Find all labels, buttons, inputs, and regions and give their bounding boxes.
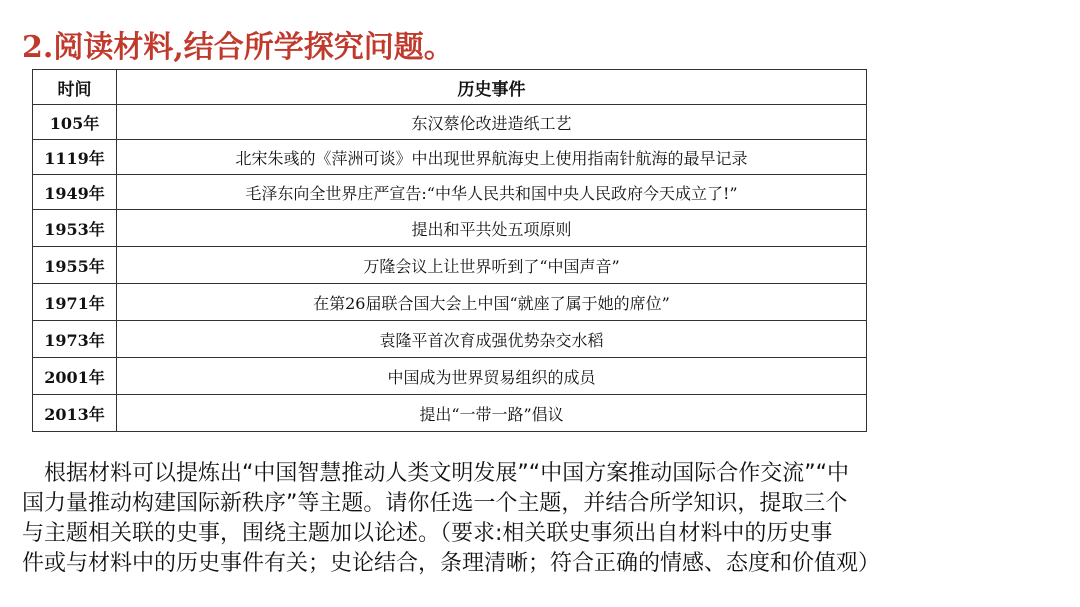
- question-line: 根据材料可以提炼出“中国智慧推动人类文明发展”“中国方案推动国际合作交流”“中: [44, 461, 849, 486]
- question-line: 国力量推动构建国际新秩序”等主题。请你任选一个主题，并结合所学知识，提取三个: [22, 491, 848, 516]
- year-cell: 1949年: [33, 175, 117, 210]
- table-row: [33, 395, 867, 432]
- event-column-header: 历史事件: [117, 70, 867, 105]
- table-row: [33, 210, 867, 247]
- table-row: [33, 105, 867, 140]
- time-column-header: 时间: [33, 70, 117, 105]
- year-cell: 2013年: [33, 395, 117, 432]
- event-cell: 北宋朱彧的《萍洲可谈》中出现世界航海史上使用指南针航海的最早记录: [117, 140, 867, 175]
- table-row: [33, 140, 867, 175]
- year-cell: 1971年: [33, 284, 117, 321]
- event-cell: 提出和平共处五项原则: [117, 210, 867, 247]
- table-row: [33, 321, 867, 358]
- event-cell: 提出“一带一路”倡议: [117, 395, 867, 432]
- event-cell: 万隆会议上让世界听到了“中国声音”: [117, 247, 867, 284]
- table-row: [33, 175, 867, 210]
- question-text: [22, 459, 1062, 579]
- event-cell: 毛泽东向全世界庄严宣告:“中华人民共和国中央人民政府今天成立了!”: [117, 175, 867, 210]
- table-row: [33, 284, 867, 321]
- year-cell: 2001年: [33, 358, 117, 395]
- year-cell: 1953年: [33, 210, 117, 247]
- event-cell: 在第26届联合国大会上中国“就座了属于她的席位”: [117, 284, 867, 321]
- table-row: [33, 358, 867, 395]
- history-events-table: [32, 69, 867, 432]
- question-heading: 2.阅读材料,结合所学探究问题。: [22, 30, 454, 65]
- year-cell: 1955年: [33, 247, 117, 284]
- event-cell: 袁隆平首次育成强优势杂交水稻: [117, 321, 867, 358]
- table-header-row: [33, 70, 867, 105]
- year-cell: 105年: [33, 105, 117, 140]
- year-cell: 1119年: [33, 140, 117, 175]
- year-cell: 1973年: [33, 321, 117, 358]
- table-row: [33, 247, 867, 284]
- event-cell: 东汉蔡伦改进造纸工艺: [117, 105, 867, 140]
- question-line: 与主题相关联的史事，围绕主题加以论述。（要求:相关联史事须出自材料中的历史事: [22, 521, 833, 546]
- question-line: 件或与材料中的历史事件有关；史论结合，条理清晰；符合正确的情感、态度和价值观）: [22, 551, 881, 576]
- event-cell: 中国成为世界贸易组织的成员: [117, 358, 867, 395]
